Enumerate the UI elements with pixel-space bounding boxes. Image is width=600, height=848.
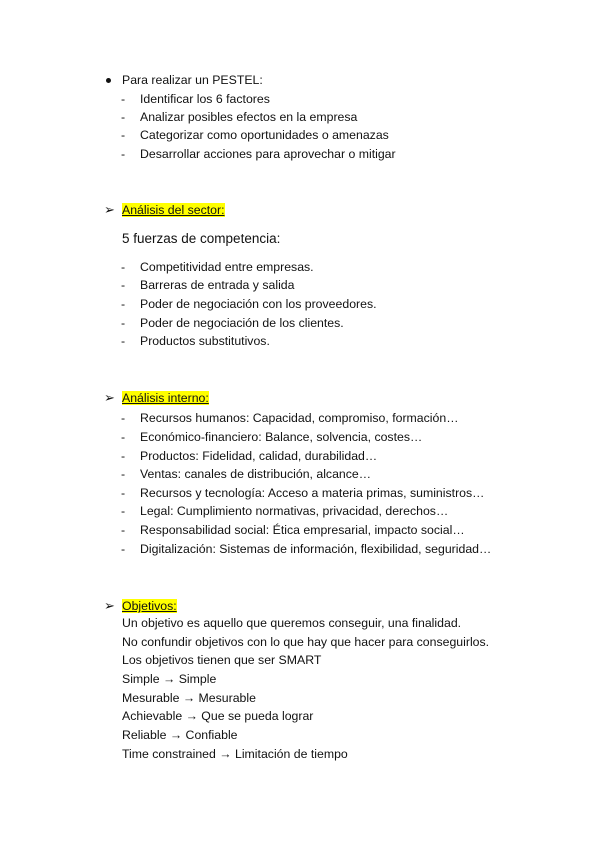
list-item: Identificar los 6 factores <box>140 92 270 106</box>
arrow-bullet-icon: ➢ <box>104 202 115 217</box>
dash: - <box>121 542 126 556</box>
list-item: Ventas: canales de distribución, alcance… <box>140 467 372 481</box>
objetivos-line: No confundir objetivos con lo que hay que hacer para conseguirlos. <box>122 635 490 649</box>
sector-subheading: 5 fuerzas de competencia: <box>122 231 281 246</box>
list-item: Recursos y tecnología: Acceso a materia primas, suministros… <box>140 486 485 500</box>
list-item: Productos: Fidelidad, calidad, durabilidad… <box>140 449 378 463</box>
dash: - <box>121 504 126 518</box>
bullet-dot <box>106 78 111 83</box>
dash: - <box>121 486 126 500</box>
sector-heading: Análisis del sector: <box>122 203 225 217</box>
smart-line: Simple → Simple <box>122 672 217 686</box>
list-item: Económico-financiero: Balance, solvencia, costes… <box>140 430 423 444</box>
arrow-bullet-icon: ➢ <box>104 390 115 405</box>
dash: - <box>121 430 126 444</box>
list-item: Recursos humanos: Capacidad, compromiso, formación… <box>140 411 459 425</box>
list-item: Categorizar como oportunidades o amenazas <box>140 128 389 142</box>
smart-line: Mesurable → Mesurable <box>122 691 256 705</box>
objetivos-line: Los objetivos tienen que ser SMART <box>122 653 322 667</box>
sector-heading-wrap <box>122 202 225 218</box>
smart-line: Reliable → Confiable <box>122 728 238 742</box>
dash: - <box>121 467 126 481</box>
list-item: Barreras de entrada y salida <box>140 278 295 292</box>
pestel-heading: Para realizar un PESTEL: <box>122 73 263 87</box>
dash: - <box>121 278 126 292</box>
list-item: Competitividad entre empresas. <box>140 260 314 274</box>
smart-line: Time constrained → Limitación de tiempo <box>122 747 348 761</box>
dash: - <box>121 147 126 161</box>
smart-line: Achievable → Que se pueda lograr <box>122 709 314 723</box>
dash: - <box>121 523 126 537</box>
list-item: Productos substitutivos. <box>140 334 270 348</box>
objetivos-heading: Objetivos: <box>122 599 177 613</box>
interno-heading: Análisis interno: <box>122 391 209 405</box>
dash: - <box>121 128 126 142</box>
dash: - <box>121 297 126 311</box>
arrow-bullet-icon: ➢ <box>104 598 115 613</box>
dash: - <box>121 449 126 463</box>
dash: - <box>121 260 126 274</box>
list-item: Digitalización: Sistemas de información, flexibilidad, seguridad… <box>140 542 492 556</box>
list-item: Poder de negociación de los clientes. <box>140 316 344 330</box>
dash: - <box>121 334 126 348</box>
dash: - <box>121 92 126 106</box>
list-item: Legal: Cumplimiento normativas, privacidad, derechos… <box>140 504 449 518</box>
list-item: Poder de negociación con los proveedores. <box>140 297 377 311</box>
objetivos-heading-wrap <box>122 598 177 614</box>
list-item: Analizar posibles efectos en la empresa <box>140 110 358 124</box>
objetivos-line: Un objetivo es aquello que queremos conseguir, una finalidad. <box>122 616 462 630</box>
dash: - <box>121 411 126 425</box>
list-item: Desarrollar acciones para aprovechar o mitigar <box>140 147 396 161</box>
dash: - <box>121 316 126 330</box>
list-item: Responsabilidad social: Ética empresarial, impacto social… <box>140 523 465 537</box>
dash: - <box>121 110 126 124</box>
interno-heading-wrap <box>122 390 209 406</box>
